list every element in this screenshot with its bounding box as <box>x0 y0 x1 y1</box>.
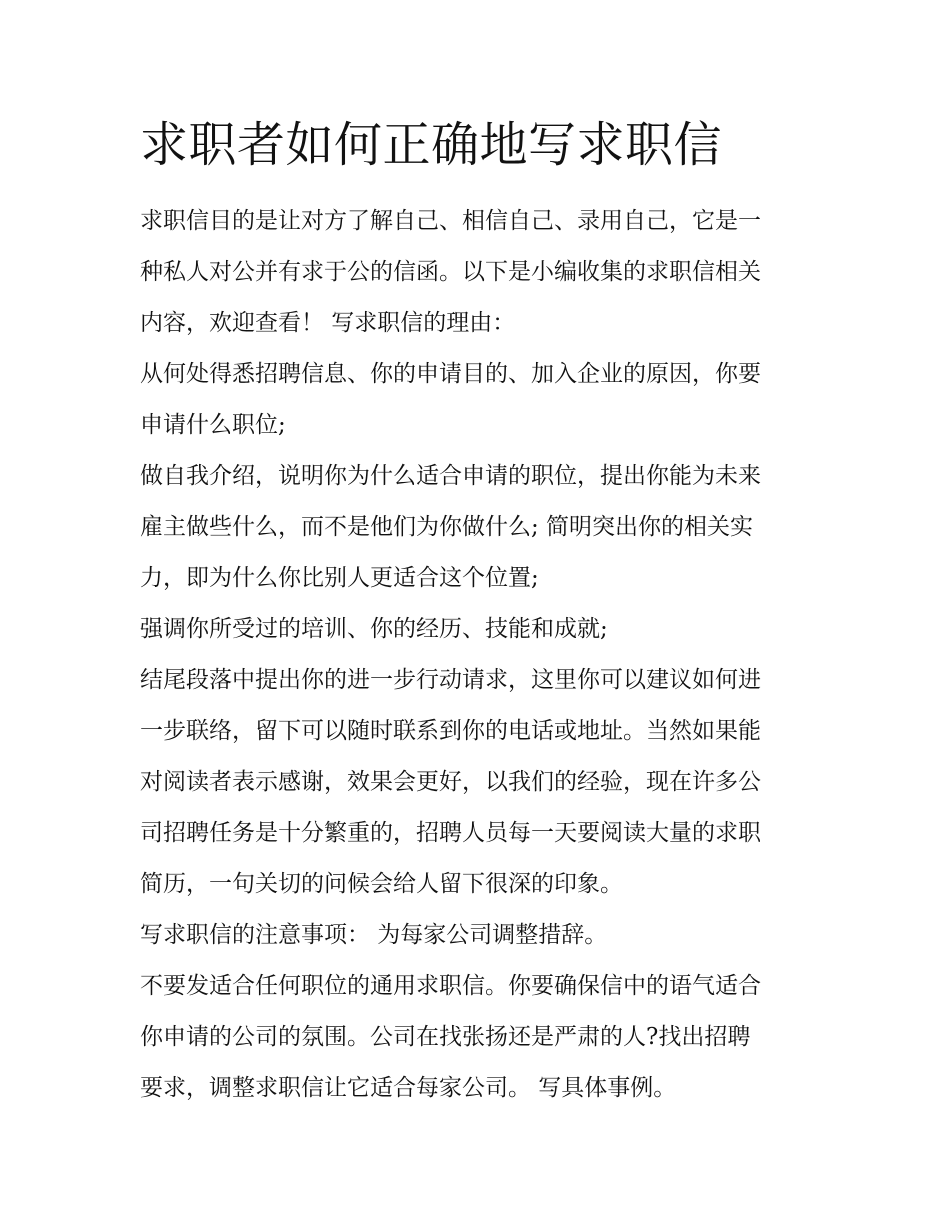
body-line: 强调你所受过的培训、你的经历、技能和成就; <box>140 616 608 642</box>
body-line: 求职信目的是让对方了解自己、相信自己、录用自己，它是一 <box>140 208 761 234</box>
body-line: 一步联络，留下可以随时联系到你的电话或地址。当然如果能 <box>140 718 761 744</box>
document-body <box>140 196 812 1114</box>
body-line: 不要发适合任何职位的通用求职信。你要确保信中的语气适合 <box>140 973 761 999</box>
body-line: 对阅读者表示感谢，效果会更好，以我们的经验，现在许多公 <box>140 769 761 795</box>
body-line: 司招聘任务是十分繁重的，招聘人员每一天要阅读大量的求职 <box>140 820 761 846</box>
body-line: 内容，欢迎查看！ 写求职信的理由： <box>140 310 516 336</box>
page-title: 求职者如何正确地写求职信 <box>140 117 723 173</box>
body-line: 力，即为什么你比别人更适合这个位置; <box>140 565 539 591</box>
body-line: 从何处得悉招聘信息、你的申请目的、加入企业的原因，你要 <box>140 361 761 387</box>
body-line: 雇主做些什么，而不是他们为你做什么; 简明突出你的相关实 <box>140 514 754 540</box>
body-line: 种私人对公并有求于公的信函。以下是小编收集的求职信相关 <box>140 259 761 285</box>
body-line: 要求，调整求职信让它适合每家公司。 写具体事例。 <box>140 1075 677 1101</box>
body-line: 你申请的公司的氛围。公司在找张扬还是严肃的人?找出招聘 <box>140 1024 751 1050</box>
body-line: 简历，一句关切的问候会给人留下很深的印象。 <box>140 871 623 897</box>
body-line: 结尾段落中提出你的进一步行动请求，这里你可以建议如何进 <box>140 667 761 693</box>
body-line: 申请什么职位; <box>140 412 286 438</box>
body-line: 写求职信的注意事项： 为每家公司调整措辞。 <box>140 922 608 948</box>
body-line: 做自我介绍，说明你为什么适合申请的职位，提出你能为未来 <box>140 463 761 489</box>
